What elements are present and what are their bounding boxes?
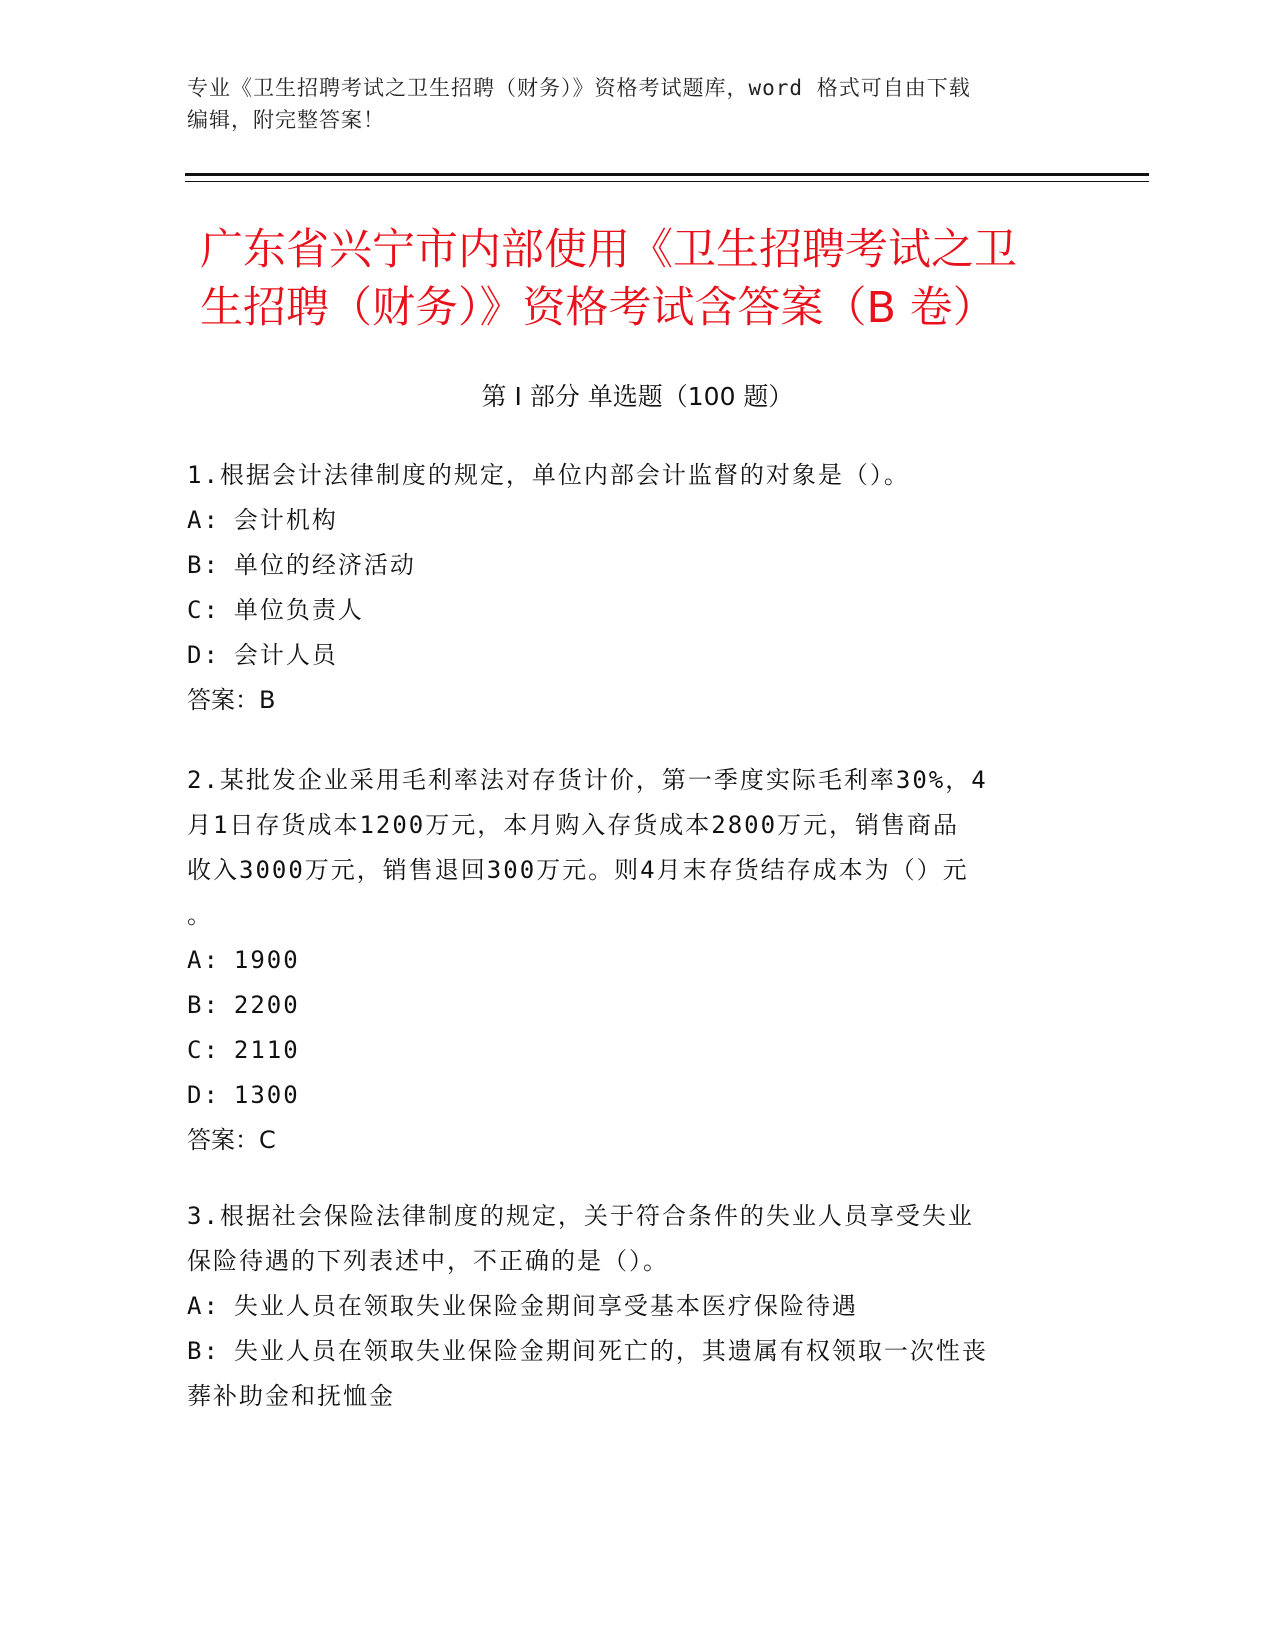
document-title-line-2: 生招聘（财务）》资格考试含答案（B 卷） [200, 283, 996, 333]
question-stem-line: 3.根据社会保险法律制度的规定，关于符合条件的失业人员享受失业 [187, 1202, 974, 1230]
option-text: 1900 [233, 946, 300, 974]
option-text: 葬补助金和抚恤金 [187, 1382, 395, 1410]
question-stem-line: 。 [187, 901, 213, 929]
option-label: A: [187, 1292, 220, 1320]
question-2 [187, 758, 1067, 1163]
option-d [187, 633, 1067, 678]
option-b [187, 1329, 1067, 1374]
question-stem-line: 月1日存货成本1200万元，本月购入存货成本2800万元，销售商品 [187, 811, 960, 839]
header-divider-thin [185, 181, 1149, 182]
option-text: 单位负责人 [233, 596, 364, 624]
header-note [187, 72, 1067, 136]
header-note-line-1: 专业《卫生招聘考试之卫生招聘（财务）》资格考试题库，word 格式可自由下载 [187, 76, 971, 100]
option-text: 1300 [233, 1081, 300, 1109]
option-d [187, 1073, 1067, 1118]
question-stem-line: 保险待遇的下列表述中，不正确的是（）。 [187, 1247, 669, 1275]
option-label: B: [187, 551, 220, 579]
question-1 [187, 453, 1067, 723]
question-stem-line: 收入3000万元，销售退回300万元。则4月末存货结存成本为（）元 [187, 856, 969, 884]
option-a [187, 1284, 1067, 1329]
option-label: B: [187, 991, 220, 1019]
document-title-line-1: 广东省兴宁市内部使用《卫生招聘考试之卫 [200, 225, 1017, 275]
option-text: 单位的经济活动 [233, 551, 416, 579]
option-label: C: [187, 596, 220, 624]
option-label: A: [187, 506, 220, 534]
option-b-continuation [187, 1374, 1067, 1419]
option-label: B: [187, 1337, 220, 1365]
question-stem-line: 1.根据会计法律制度的规定，单位内部会计监督的对象是（）。 [187, 461, 910, 489]
option-label: D: [187, 1081, 220, 1109]
option-text: 失业人员在领取失业保险金期间死亡的，其遗属有权领取一次性丧 [233, 1337, 988, 1365]
section-title: 第 I 部分 单选题（100 题） [481, 382, 794, 411]
option-label: D: [187, 641, 220, 669]
document-title [200, 221, 1080, 337]
option-c [187, 588, 1067, 633]
question-3 [187, 1194, 1067, 1419]
question-stem-line: 2.某批发企业采用毛利率法对存货计价，第一季度实际毛利率30%，4 [187, 766, 988, 794]
option-b [187, 983, 1067, 1028]
option-label: A: [187, 946, 220, 974]
option-text: 会计人员 [233, 641, 338, 669]
option-text: 2200 [233, 991, 300, 1019]
option-text: 会计机构 [233, 506, 338, 534]
header-note-line-2: 编辑，附完整答案！ [187, 108, 385, 132]
option-a [187, 498, 1067, 543]
option-a [187, 938, 1067, 983]
option-c [187, 1028, 1067, 1073]
option-text: 2110 [233, 1036, 300, 1064]
option-b [187, 543, 1067, 588]
answer-line: 答案：C [187, 1126, 276, 1154]
answer-line: 答案：B [187, 686, 276, 714]
header-divider-thick [185, 173, 1149, 176]
option-text: 失业人员在领取失业保险金期间享受基本医疗保险待遇 [233, 1292, 858, 1320]
option-label: C: [187, 1036, 220, 1064]
